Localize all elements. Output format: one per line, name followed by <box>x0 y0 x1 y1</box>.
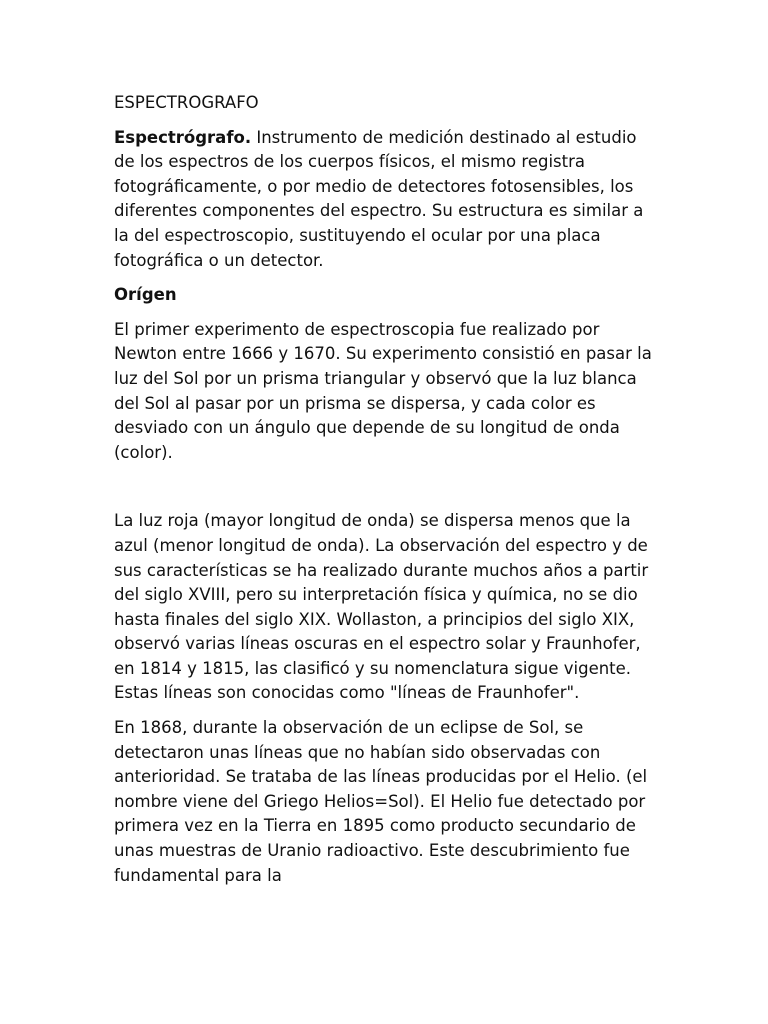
intro-paragraph <box>114 126 659 274</box>
paragraph-newton: El primer experimento de espectroscopia fue realizado por Newton entre 1666 y 1670. Su experimento consistió en pasar la luz del Sol por un prisma triangular y observó que la luz blanca del Sol al pasar por un prisma se dispersa, y cada color es desviado con un ángulo que depende de su longitud de onda (color). <box>114 319 652 462</box>
section-heading-origen: Orígen <box>114 285 177 305</box>
paragraph-helio: En 1868, durante la observación de un eclipse de Sol, se detectaron unas líneas que no habían sido observadas con anterioridad. Se trataba de las líneas producidas por el Helio. (el nombre viene del Griego Helios=Sol). El Helio fue detectado por primera vez en la Tierra en 1895 como producto secundario de unas muestras de Uranio radioactivo. Este descubrimiento fue fundamental para la <box>114 718 648 885</box>
intro-text: Instrumento de medición destinado al estudio de los espectros de los cuerpos físicos, el mismo registra fotográficamente, o por medio de detectores fotosensibles, los diferentes componentes del espectro. Su estructura es similar a la del espectroscopio, sustituyendo el ocular por una placa fotográfica o un detector. <box>114 127 644 270</box>
intro-term: Espectrógrafo. <box>114 127 252 147</box>
document-page <box>114 91 659 898</box>
blank-line <box>114 475 659 509</box>
document-title: ESPECTROGRAFO <box>114 93 259 112</box>
paragraph-fraunhofer: La luz roja (mayor longitud de onda) se dispersa menos que la azul (menor longitud de onda). La observación del espectro y de sus características se ha realizado durante muchos años a partir del siglo XVIII, pero su interpretación física y química, no se dio hasta finales del siglo XIX. Wollaston, a principios del siglo XIX, observó varias líneas oscuras en el espectro solar y Fraunhofer, en 1814 y 1815, las clasificó y su nomenclatura sigue vigente. Estas líneas son conocidas como "líneas de Fraunhofer". <box>114 511 649 703</box>
